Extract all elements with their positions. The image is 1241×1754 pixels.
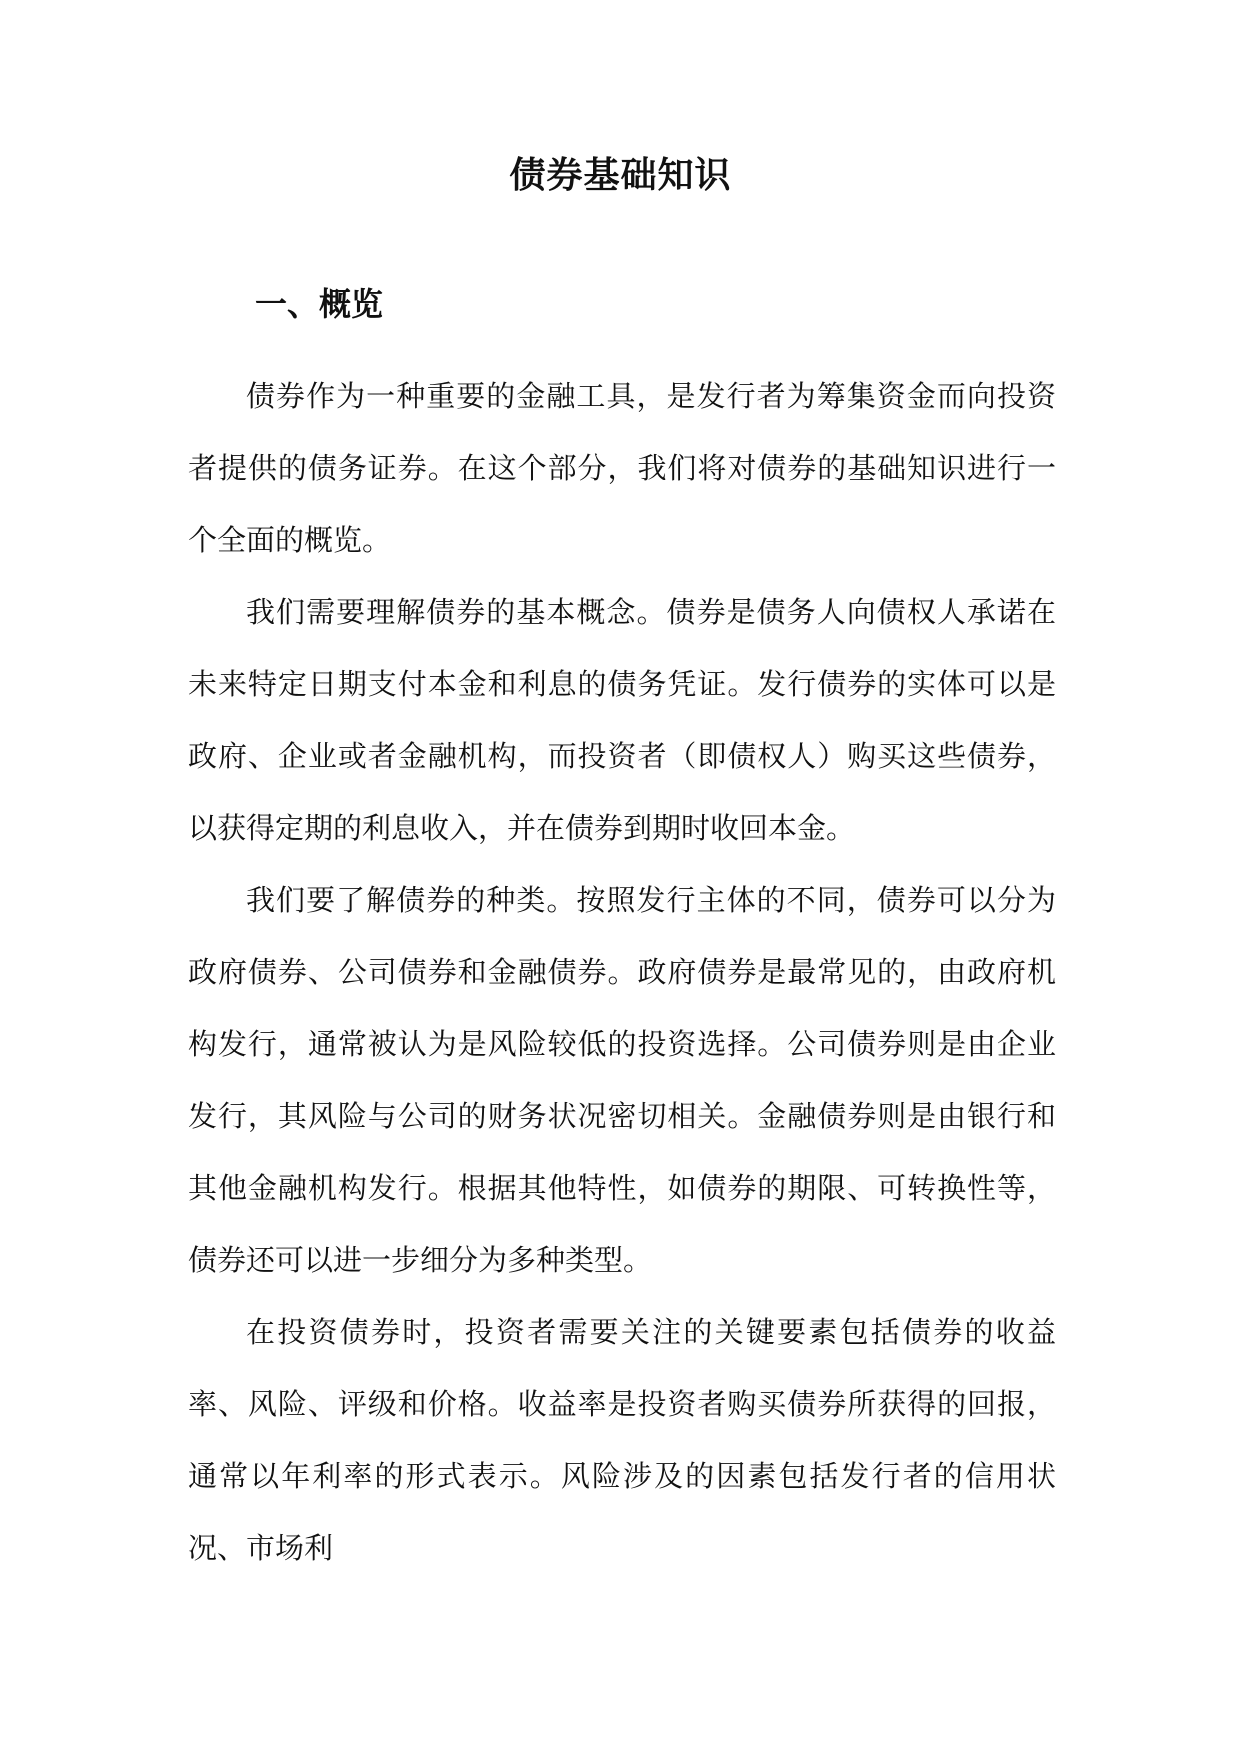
paragraph-1: 债券作为一种重要的金融工具，是发行者为筹集资金而向投资者提供的债务证券。在这个部分，我们将对债券的基础知识进行一个全面的概览。 (188, 379, 1056, 557)
section-heading: 一、概览 (255, 285, 384, 323)
paragraph-2: 我们需要理解债券的基本概念。债券是债务人向债权人承诺在未来特定日期支付本金和利息的债务凭证。发行债券的实体可以是政府、企业或者金融机构，而投资者（即债权人）购买这些债券，以获得定期的利息收入，并在债券到期时收回本金。 (188, 595, 1056, 845)
paragraph-4: 在投资债券时，投资者需要关注的关键要素包括债券的收益率、风险、评级和价格。收益率是投资者购买债券所获得的回报，通常以年利率的形式表示。风险涉及的因素包括发行者的信用状况、市场利 (188, 1315, 1056, 1565)
paragraph-3: 我们要了解债券的种类。按照发行主体的不同，债券可以分为政府债券、公司债券和金融债券。政府债券是最常见的，由政府机构发行，通常被认为是风险较低的投资选择。公司债券则是由企业发行，其风险与公司的财务状况密切相关。金融债券则是由银行和其他金融机构发行。根据其他特性，如债券的期限、可转换性等，债券还可以进一步细分为多种类型。 (188, 883, 1056, 1277)
body-text (188, 360, 1056, 1584)
document-title: 债券基础知识 (509, 154, 732, 196)
